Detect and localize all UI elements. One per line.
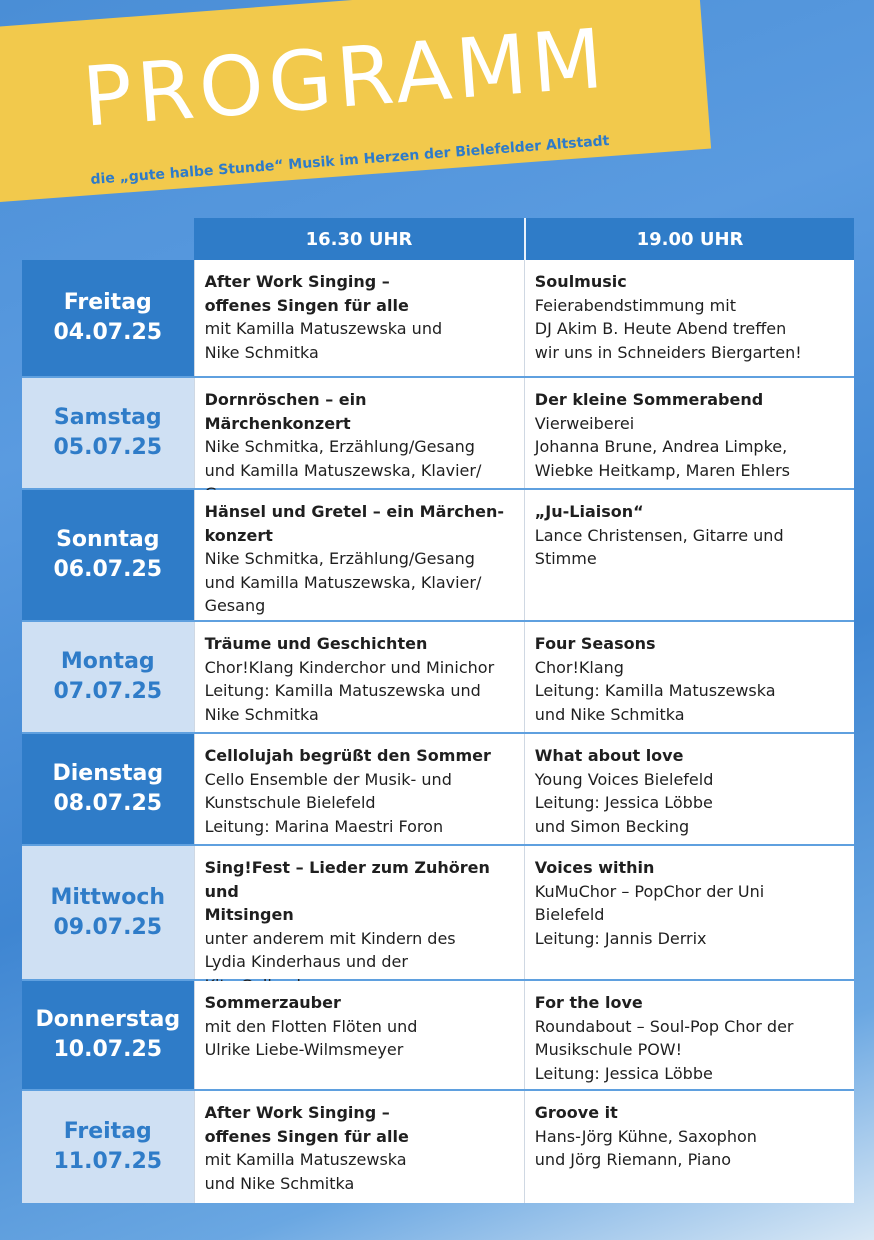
page-title: PROGRAMM bbox=[79, 11, 611, 146]
program-table bbox=[22, 218, 854, 1203]
day-cell bbox=[22, 622, 194, 732]
date-label: 04.07.25 bbox=[53, 320, 163, 345]
event-title: For the love bbox=[534, 993, 643, 1012]
date-label: 08.07.25 bbox=[53, 791, 163, 816]
early-event-cell bbox=[194, 981, 524, 1089]
event-title: After Work Singing – offenes Singen für alle bbox=[204, 272, 409, 315]
early-event-cell bbox=[194, 846, 524, 979]
weekday-label: Montag bbox=[60, 649, 155, 674]
event-title: Soulmusic bbox=[534, 272, 627, 291]
event-title: Voices within bbox=[534, 858, 655, 877]
date-label: 11.07.25 bbox=[53, 1149, 163, 1174]
early-event-cell bbox=[194, 622, 524, 732]
event-title: Träume und Geschichten bbox=[204, 634, 428, 653]
early-event-cell bbox=[194, 378, 524, 488]
day-cell bbox=[22, 846, 194, 979]
late-event-cell bbox=[524, 378, 854, 488]
day-cell bbox=[22, 378, 194, 488]
program-row bbox=[22, 490, 854, 622]
weekday-label: Dienstag bbox=[52, 761, 164, 786]
weekday-label: Samstag bbox=[53, 405, 162, 430]
event-description: Cello Ensemble der Musik- und Kunstschule Bielefeld Leitung: Marina Maestri Foron bbox=[204, 769, 452, 836]
program-row bbox=[22, 378, 854, 490]
late-event-cell bbox=[524, 981, 854, 1089]
day-cell bbox=[22, 734, 194, 844]
weekday-label: Freitag bbox=[63, 290, 152, 315]
page-subtitle: die „gute halbe Stunde“ Musik im Herzen der Bielefelder Altstadt bbox=[90, 132, 610, 188]
program-row bbox=[22, 260, 854, 378]
event-title: Der kleine Sommerabend bbox=[534, 390, 764, 409]
day-cell bbox=[22, 981, 194, 1089]
late-event-cell bbox=[524, 734, 854, 844]
event-title: What about love bbox=[534, 746, 684, 765]
event-description: KuMuChor – PopChor der Uni Bielefeld Leitung: Jannis Derrix bbox=[534, 881, 765, 948]
early-event-cell bbox=[194, 734, 524, 844]
event-description: mit Kamilla Matuszewska und Nike Schmitka bbox=[204, 1150, 407, 1193]
event-title: Dornröschen – ein Märchenkonzert bbox=[204, 390, 367, 433]
late-event-cell bbox=[524, 260, 854, 376]
day-cell bbox=[22, 1091, 194, 1203]
early-event-cell bbox=[194, 490, 524, 620]
column-header-early: 16.30 UHR bbox=[194, 218, 526, 260]
event-description: mit Kamilla Matuszewska und Nike Schmitka bbox=[204, 319, 443, 362]
event-description: Lance Christensen, Gitarre und Stimme bbox=[534, 525, 784, 568]
program-row bbox=[22, 622, 854, 734]
event-description: Nike Schmitka, Erzählung/Gesang und Kamilla Matuszewska, Klavier/ bbox=[204, 437, 482, 480]
column-header-late: 19.00 UHR bbox=[526, 218, 854, 260]
event-title: Groove it bbox=[534, 1103, 618, 1122]
early-event-cell bbox=[194, 1091, 524, 1203]
event-title: „Ju-Liaison“ bbox=[534, 502, 644, 521]
late-event-cell bbox=[524, 846, 854, 979]
program-row bbox=[22, 1091, 854, 1203]
event-description: Vierweiberei Johanna Brune, Andrea Limpke, Wiebke Heitkamp, Maren Ehlers bbox=[534, 413, 790, 480]
column-header-row bbox=[194, 218, 854, 260]
date-label: 09.07.25 bbox=[53, 914, 163, 940]
weekday-label: Sonntag bbox=[56, 527, 160, 552]
event-title: Cellolujah begrüßt den Sommer bbox=[204, 746, 491, 765]
event-title: Hänsel und Gretel – ein Märchen- konzert bbox=[204, 502, 505, 545]
day-cell bbox=[22, 260, 194, 376]
event-description: Young Voices Bielefeld Leitung: Jessica Löbbe und Simon Becking bbox=[534, 769, 714, 836]
late-event-cell bbox=[524, 490, 854, 620]
event-description: Hans-Jörg Kühne, Saxophon und Jörg Riemann, Piano bbox=[534, 1126, 757, 1169]
date-label: 06.07.25 bbox=[53, 557, 163, 582]
event-description: Roundabout – Soul-Pop Chor der Musikschule POW! Leitung: Jessica Löbbe bbox=[534, 1016, 794, 1083]
weekday-label: Freitag bbox=[63, 1119, 152, 1144]
event-title: Sing!Fest – Lieder zum Zuhören und Mitsingen bbox=[204, 858, 490, 924]
late-event-cell bbox=[524, 1091, 854, 1203]
event-description: mit den Flotten Flöten und Ulrike Liebe-Wilmsmeyer bbox=[204, 1016, 418, 1059]
day-cell bbox=[22, 490, 194, 620]
event-title: Four Seasons bbox=[534, 634, 656, 653]
late-event-cell bbox=[524, 622, 854, 732]
event-title: After Work Singing – offenes Singen für alle bbox=[204, 1103, 409, 1146]
event-description: Chor!Klang Kinderchor und Minichor Leitung: Kamilla Matuszewska und Nike Schmitka bbox=[204, 657, 495, 724]
date-label: 07.07.25 bbox=[53, 679, 163, 704]
program-row bbox=[22, 734, 854, 846]
event-title: Sommerzauber bbox=[204, 993, 341, 1012]
program-row bbox=[22, 981, 854, 1091]
event-description: unter anderem mit Kindern des Lydia Kinderhaus und der bbox=[204, 928, 456, 971]
event-description: Nike Schmitka, Erzählung/Gesang und Kamilla Matuszewska, Klavier/ Gesang bbox=[204, 549, 482, 615]
program-row bbox=[22, 846, 854, 981]
weekday-label: Mittwoch bbox=[50, 884, 166, 910]
date-label: 10.07.25 bbox=[53, 1037, 163, 1062]
weekday-label: Donnerstag bbox=[35, 1007, 181, 1032]
event-description: Feierabendstimmung mit DJ Akim B. Heute Abend treffen wir uns in Schneiders Biergarten! bbox=[534, 295, 802, 362]
early-event-cell bbox=[194, 260, 524, 376]
date-label: 05.07.25 bbox=[53, 435, 163, 460]
event-description: Chor!Klang Leitung: Kamilla Matuszewska und Nike Schmitka bbox=[534, 657, 776, 724]
